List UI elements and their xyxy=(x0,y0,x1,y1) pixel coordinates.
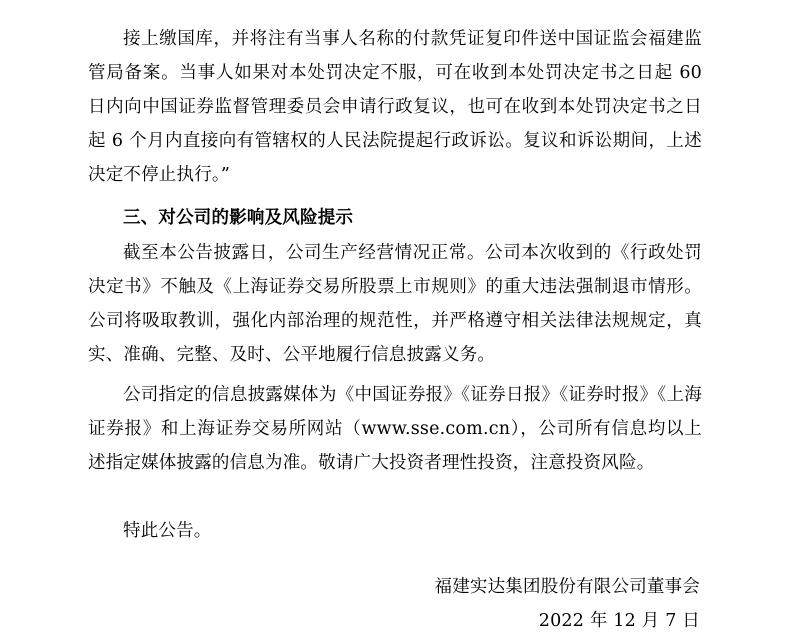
paragraph-spacer xyxy=(88,192,702,198)
signature-company-name: 福建实达集团股份有限公司董事会 xyxy=(434,577,700,597)
paragraph-penalty-notice: 接上缴国库，并将注有当事人名称的付款凭证复印件送中国证监会福建监管局备案。当事人如果对本处罚决定不服，可在收到本处罚决定书之日起 60 日内向中国证券监督管理委员会申请行政复议，也可在收到本处罚决定书之日起 6 个月内直接向有管辖权的人民法院提起行政诉讼。复议和诉讼期间，上述决定不停止执行。” xyxy=(88,29,702,185)
section-heading-impact-and-risk: 三、对公司的影响及风险提示 xyxy=(123,208,354,228)
paragraph-spacer-3 xyxy=(88,480,702,514)
signature-block xyxy=(88,570,702,638)
paragraph-disclosure-media: 公司指定的信息披露媒体为《中国证券报》《证券日报》《证券时报》《上海证券报》和上海证券交易所网站（www.sse.com.cn），公司所有信息均以上述指定媒体披露的信息为准。敬请广大投资者理性投资，注意投资风险。 xyxy=(88,385,702,473)
signature-date: 2022 年 12 月 7 日 xyxy=(538,611,700,631)
paragraph-closing-announcement: 特此公告。 xyxy=(123,521,212,541)
paragraph-company-impact: 截至本公告披露日，公司生产经营情况正常。公司本次收到的《行政处罚决定书》不触及《上海证券交易所股票上市规则》的重大违法强制退市情形。公司将吸取教训，强化内部治理的规范性，并严格遵守相关法律法规规定，真实、准确、完整、及时、公平地履行信息披露义务。 xyxy=(88,243,702,365)
